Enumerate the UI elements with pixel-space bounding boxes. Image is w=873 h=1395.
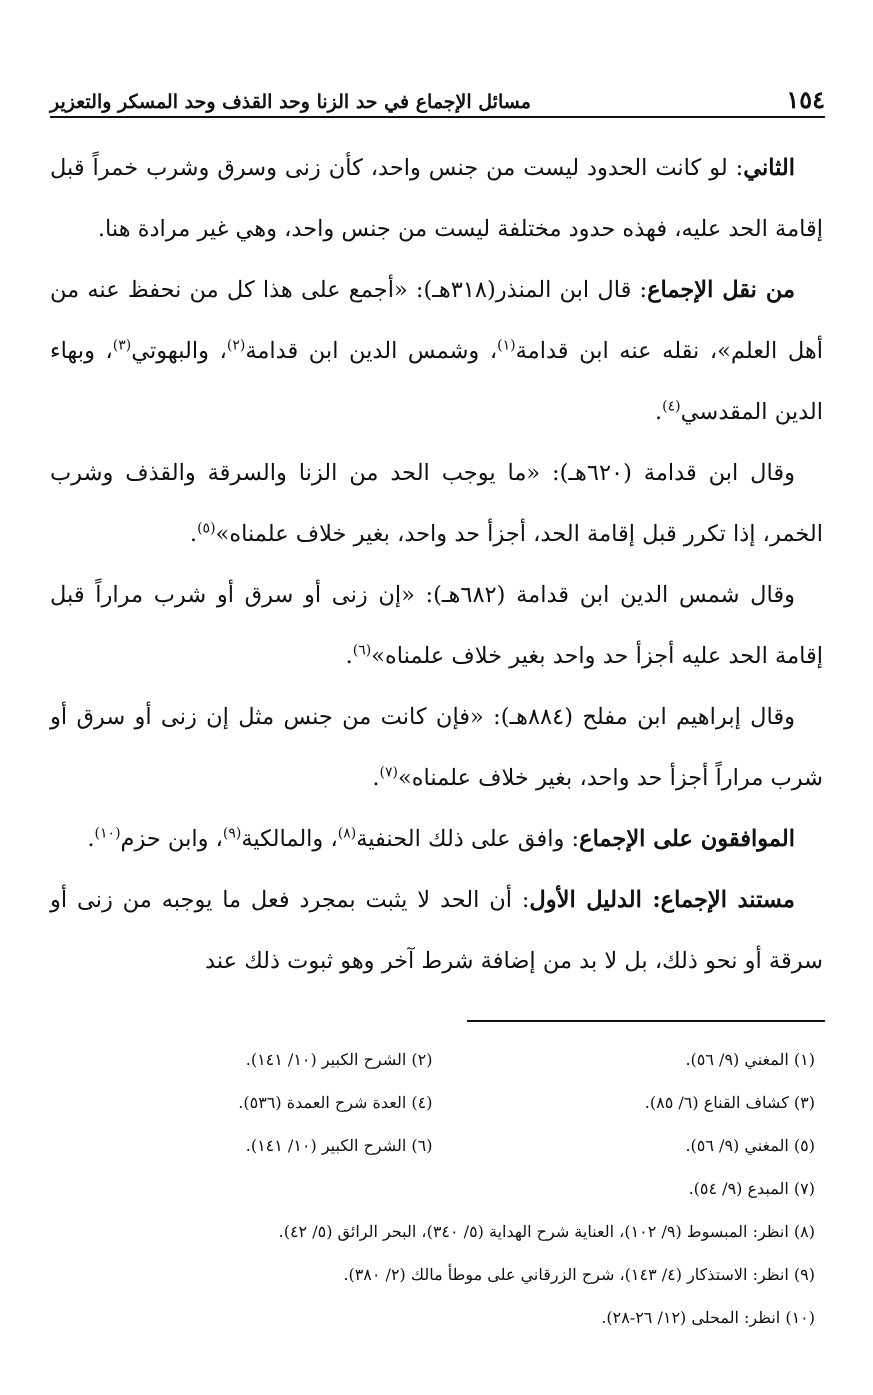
paragraph-lead: الموافقون على الإجماع — [579, 826, 795, 852]
footnote-7: (٧) المبدع (٩/ ٥٤). — [688, 1179, 815, 1198]
footnote-3: (٣) كشاف القناع (٦/ ٨٥). — [644, 1093, 815, 1112]
paragraph-text: : وافق على ذلك الحنفية — [356, 826, 580, 852]
paragraph-text: ، وشمس الدين ابن قدامة — [245, 338, 498, 364]
paragraph-text: . — [87, 826, 95, 852]
paragraph-5 — [50, 687, 823, 809]
footnote-row — [50, 1124, 815, 1167]
footnote-ref-8[interactable]: (٨) — [337, 825, 357, 842]
paragraph-lead: مستند الإجماع: الدليل الأول — [529, 887, 795, 913]
footnote-divider — [467, 1020, 825, 1022]
footnote-10: (١٠) انظر: المحلى (١٢/ ٢٦-٢٨). — [601, 1308, 815, 1327]
paragraph-text: : أن الحد لا يثبت بمجرد فعل ما يوجبه من زنى أو سرقة أو نحو ذلك، بل لا بد من إضافة شرط آخر وهو ثبوت ذلك عند — [50, 887, 823, 974]
paragraph-text: وقال شمس الدين ابن قدامة (٦٨٢هـ): «إن زنى أو سرق أو شرب مراراً قبل إقامة الحد عليه أجزأ حد واحد بغير خلاف علمناه» — [50, 582, 823, 669]
paragraph-text: ، والبهوتي — [131, 338, 227, 364]
footnote-row — [50, 1038, 815, 1081]
footnote-row — [50, 1081, 815, 1124]
paragraph-text: ، وابن حزم — [120, 826, 223, 852]
footnote-9: (٩) انظر: الاستذكار (٤/ ١٤٣)، شرح الزرقاني على موطأ مالك (٢/ ٣٨٠). — [343, 1265, 815, 1284]
footnote-ref-2[interactable]: (٢) — [226, 337, 246, 354]
footnote-ref-9[interactable]: (٩) — [222, 825, 242, 842]
footnote-ref-3[interactable]: (٣) — [112, 337, 132, 354]
paragraph-text: . — [655, 399, 663, 425]
paragraph-text: . — [372, 765, 380, 791]
main-text — [50, 138, 823, 992]
page-number: ١٥٤ — [786, 85, 825, 114]
footnote-2: (٢) الشرح الكبير (١٠/ ١٤١). — [245, 1050, 433, 1069]
paragraph-text: ، والمالكية — [241, 826, 338, 852]
paragraph-4 — [50, 565, 823, 687]
paragraph-text: وقال ابن قدامة (٦٢٠هـ): «ما يوجب الحد من الزنا والسرقة والقذف وشرب الخمر، إذا تكرر قبل إقامة الحد، أجزأ حد واحد، بغير خلاف علمناه» — [50, 460, 823, 547]
paragraph-text: : لو كانت الحدود ليست من جنس واحد، كأن زنى وسرق وشرب خمراً قبل إقامة الحد عليه، فهذه حدود مختلفة ليست من جنس واحد، وهي غير مرادة هنا. — [50, 155, 823, 242]
running-title: مسائل الإجماع في حد الزنا وحد القذف وحد المسكر والتعزير — [50, 91, 531, 113]
footnote-ref-7[interactable]: (٧) — [379, 764, 398, 781]
footnote-ref-1[interactable]: (١) — [497, 337, 516, 354]
footnote-ref-6[interactable]: (٦) — [352, 642, 372, 659]
paragraph-lead: من نقل الإجماع — [647, 277, 795, 303]
paragraph-lead: الثاني — [743, 155, 795, 181]
footnote-1: (١) المغني (٩/ ٥٦). — [685, 1050, 815, 1069]
paragraph-3 — [50, 443, 823, 565]
footnote-ref-5[interactable]: (٥) — [197, 520, 216, 537]
footnote-ref-10[interactable]: (١٠) — [94, 825, 121, 842]
footnote-5: (٥) المغني (٩/ ٥٦). — [685, 1136, 815, 1155]
paragraph-text: . — [189, 521, 198, 547]
footnote-ref-4[interactable]: (٤) — [662, 398, 681, 415]
paragraph-text: وقال إبراهيم ابن مفلح (٨٨٤هـ): «فإن كانت من جنس مثل إن زنى أو سرق أو شرب مراراً أجزأ حد واحد، بغير خلاف علمناه» — [50, 704, 823, 791]
footnote-4: (٤) العدة شرح العمدة (٥٣٦). — [238, 1093, 433, 1112]
paragraph-1 — [50, 138, 823, 260]
footnote-8: (٨) انظر: المبسوط (٩/ ١٠٢)، العناية شرح الهداية (٥/ ٣٤٠)، البحر الرائق (٥/ ٤٢). — [278, 1222, 815, 1241]
page-header — [50, 66, 825, 118]
paragraph-text: ، وبهاء الدين المقدسي — [50, 338, 823, 425]
footnote-6: (٦) الشرح الكبير (١٠/ ١٤١). — [245, 1136, 433, 1155]
paragraph-text: : قال ابن المنذر(٣١٨هـ): «أجمع على هذا كل من نحفظ عنه من أهل العلم»، نقله عنه ابن قدامة — [50, 277, 823, 364]
paragraph-7 — [50, 870, 823, 992]
paragraph-2 — [50, 260, 823, 443]
paragraph-6 — [50, 809, 823, 870]
footnotes — [50, 1038, 815, 1339]
paragraph-text: . — [345, 643, 353, 669]
